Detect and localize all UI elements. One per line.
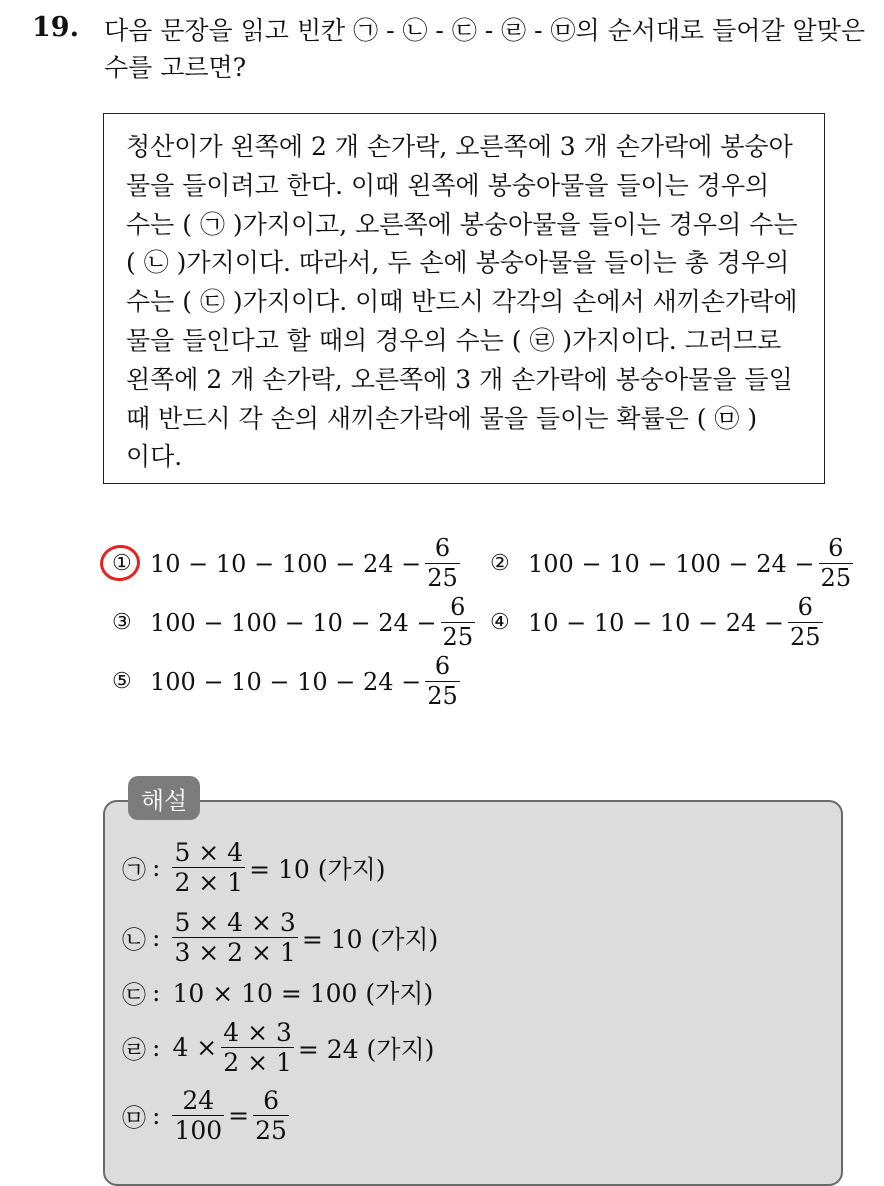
solution-line-4 [122, 1018, 434, 1077]
solution-line-5 [122, 1086, 293, 1145]
fraction-denominator: 100 [174, 1116, 223, 1145]
fraction-denominator: 25 [427, 682, 458, 710]
choice-number: ① [112, 551, 132, 576]
question-number: 19. [32, 12, 79, 43]
choice-fraction [819, 534, 854, 593]
choice-3[interactable] [112, 593, 479, 652]
solution-fraction [253, 1086, 289, 1145]
fraction-numerator: 6 [828, 534, 844, 562]
passage-box [103, 113, 825, 484]
passage-line: 물을 들인다고 할 때의 경우의 수는 ( ㉣ )가지이다. 그러므로 [126, 325, 782, 355]
passage-line: 때 반드시 각 손의 새끼손가락에 물을 들이는 확률은 ( ㉤ ) [126, 403, 758, 433]
solution-line-1 [122, 838, 386, 897]
fraction-denominator: 25 [427, 564, 458, 592]
choice-1[interactable] [112, 534, 464, 593]
fraction-denominator: 25 [820, 564, 852, 592]
solution-result: = 10 (가지) [301, 924, 439, 954]
fraction-denominator: 3 × 2 × 1 [174, 938, 296, 967]
fraction-numerator: 6 [434, 534, 451, 562]
solution-mark: ㉤ [122, 1104, 146, 1132]
choice-fraction [425, 652, 460, 711]
fraction-denominator: 25 [790, 623, 821, 651]
solution-line-2 [122, 908, 438, 967]
question-line: 다음 문장을 읽고 빈칸 ㉠ - ㉡ - ㉢ - ㉣ - ㉤의 순서대로 들어갈 알맞은 [104, 16, 865, 45]
solution-fraction [172, 838, 245, 897]
fraction-denominator: 2 × 1 [174, 868, 244, 897]
solution-equals: = [228, 1101, 250, 1130]
solution-mark: ㉢ [122, 980, 146, 1009]
choice-fraction [441, 593, 476, 652]
solution-fraction [221, 1018, 294, 1077]
solution-fraction [172, 908, 297, 967]
fraction-denominator: 25 [255, 1116, 287, 1145]
choice-number: ④ [490, 610, 510, 635]
fraction-numerator: 6 [450, 593, 466, 621]
solution-mark: ㉣ [122, 1036, 146, 1064]
fraction-numerator: 24 [182, 1086, 215, 1115]
solution-result: = 24 (가지) [297, 1034, 435, 1064]
passage-line: 청산이가 왼쪽에 2 개 손가락, 오른쪽에 3 개 손가락에 봉숭아 [126, 132, 793, 161]
choice-number: ⑤ [112, 669, 132, 694]
fraction-numerator: 4 × 3 [223, 1018, 292, 1047]
passage-line: 수는 ( ㉢ )가지이다. 이때 반드시 각각의 손에서 새끼손가락에 [126, 287, 798, 317]
solution-prefix: 4 × [172, 1033, 218, 1062]
choice-text: 10 − 10 − 10 − 24 − [528, 608, 784, 637]
choice-2[interactable] [490, 534, 857, 593]
fraction-denominator: 25 [442, 623, 474, 651]
solution-separator: : [152, 853, 161, 882]
choice-text: 100 − 100 − 10 − 24 − [150, 608, 437, 637]
choice-5[interactable] [112, 652, 464, 711]
solution-separator: : [152, 1033, 161, 1062]
passage-line: ( ㉡ )가지이다. 따라서, 두 손에 봉숭아물을 들이는 총 경우의 [126, 248, 790, 278]
solution-line-3 [122, 974, 433, 1010]
fraction-numerator: 6 [263, 1086, 279, 1115]
passage-line: 물을 들이려고 한다. 이때 왼쪽에 봉숭아물을 들이는 경우의 [126, 170, 770, 200]
question-prompt [104, 12, 864, 86]
passage-line: 수는 ( ㉠ )가지이고, 오른쪽에 봉숭아물을 들이는 경우의 수는 [126, 209, 798, 239]
solution-separator: : [152, 923, 161, 952]
choice-fraction [425, 534, 460, 593]
solution-tag: 해설 [128, 776, 200, 820]
choice-fraction [788, 593, 823, 652]
solution-text: 10 × 10 = 100 (가지) [172, 979, 434, 1008]
solution-result: = 10 (가지) [249, 854, 386, 884]
fraction-numerator: 5 × 4 × 3 [174, 908, 296, 937]
fraction-numerator: 6 [434, 652, 451, 680]
passage-line: 이다. [126, 442, 183, 472]
solution-mark: ㉠ [122, 856, 146, 884]
solution-separator: : [152, 1101, 161, 1130]
solution-fraction [172, 1086, 224, 1145]
choice-number: ② [490, 551, 510, 576]
solution-separator: : [152, 977, 161, 1007]
fraction-denominator: 2 × 1 [223, 1048, 292, 1077]
solution-mark: ㉡ [122, 926, 146, 954]
choice-text: 10 − 10 − 100 − 24 − [150, 549, 422, 578]
question-line: 수를 고르면? [104, 53, 247, 82]
choice-text: 100 − 10 − 10 − 24 − [150, 667, 422, 696]
choice-4[interactable] [490, 593, 827, 652]
fraction-numerator: 6 [797, 593, 813, 621]
choice-number: ③ [112, 610, 132, 635]
fraction-numerator: 5 × 4 [174, 838, 244, 867]
passage-line: 왼쪽에 2 개 손가락, 오른쪽에 3 개 손가락에 봉숭아물을 들일 [126, 364, 793, 394]
choice-text: 100 − 10 − 100 − 24 − [528, 549, 815, 578]
